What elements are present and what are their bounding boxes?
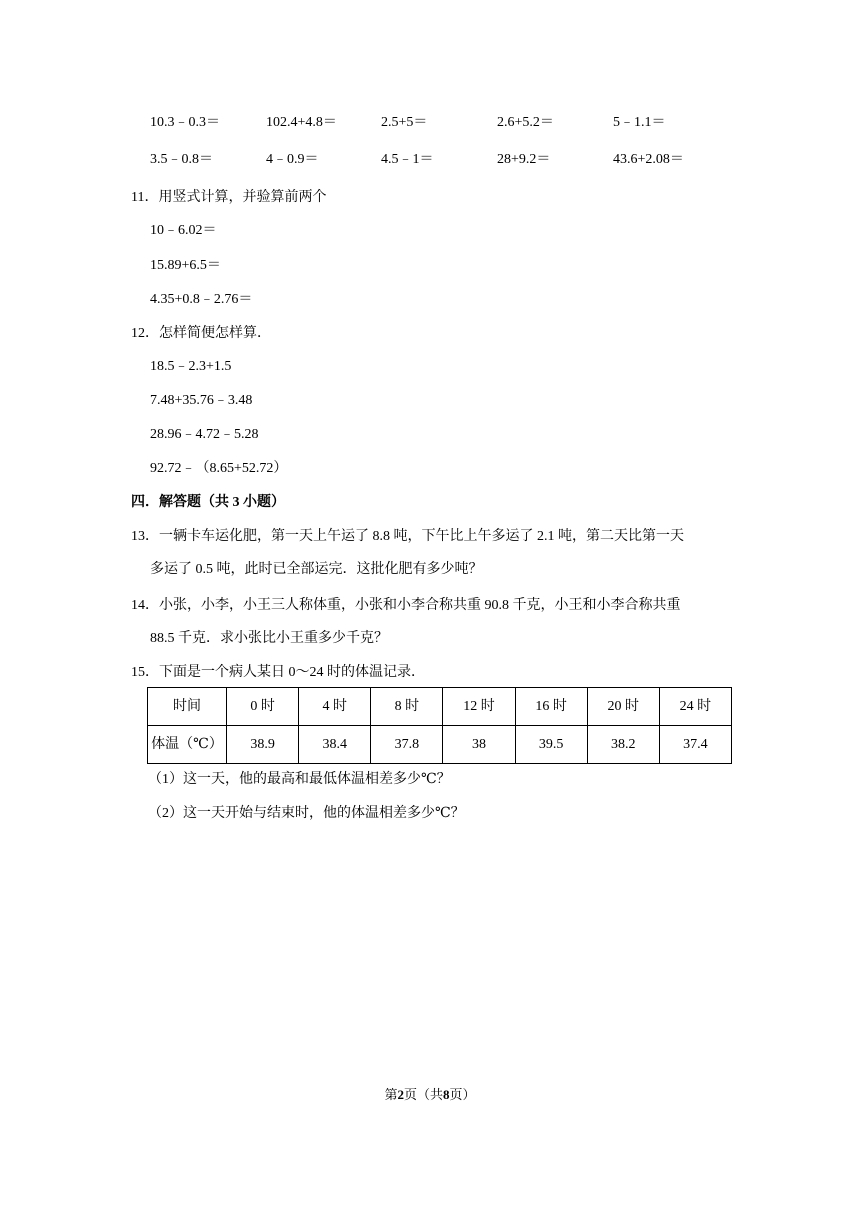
table-cell-temp: 37.4 (659, 726, 731, 764)
table-row (148, 726, 732, 764)
table-cell-time: 4 时 (299, 688, 371, 726)
footer-mid: 页（共 (403, 1087, 443, 1102)
question-11-title: 11．用竖式计算，并验算前两个 (131, 190, 327, 205)
question-12-title: 12．怎样简便怎样算． (131, 326, 271, 341)
table-row (148, 688, 732, 726)
page-footer (0, 1085, 860, 1105)
table-header-label: 时间 (148, 688, 227, 726)
question-13-line-2: 多运了 0.5 吨，此时已全部运完．这批化肥有多少吨？ (150, 562, 483, 577)
table-cell-time: 8 时 (371, 688, 443, 726)
table-cell-time: 0 时 (227, 688, 299, 726)
q12-item: 7.48+35.76﹣3.48 (150, 393, 253, 408)
question-15-sub-2: （2）这一天开始与结束时，他的体温相差多少℃？ (148, 806, 465, 821)
temperature-table (147, 687, 732, 764)
table-cell-temp: 38 (443, 726, 515, 764)
table-row-label: 体温（℃） (148, 726, 227, 764)
calc-item: 2.5+5＝ (381, 115, 428, 130)
footer-prefix: 第 (384, 1087, 398, 1102)
q12-item: 28.96﹣4.72﹣5.28 (150, 427, 259, 442)
table-cell-temp: 38.2 (587, 726, 659, 764)
table-cell-time: 24 时 (659, 688, 731, 726)
calc-item: 10.3﹣0.3＝ (150, 115, 220, 130)
calc-item: 2.6+5.2＝ (497, 115, 554, 130)
calc-item: 4﹣0.9＝ (266, 152, 319, 167)
q12-item: 18.5﹣2.3+1.5 (150, 359, 232, 374)
footer-suffix: 页） (449, 1087, 476, 1102)
question-14-line-1: 14．小张，小李，小王三人称体重，小张和小李合称共重 90.8 千克，小王和小李合称共重 (131, 598, 681, 613)
calc-item: 43.6+2.08＝ (613, 152, 684, 167)
footer-total-pages: 8 (443, 1087, 450, 1102)
question-14-line-2: 88.5 千克．求小张比小王重多少千克？ (150, 631, 388, 646)
table-cell-temp: 38.9 (227, 726, 299, 764)
table-cell-time: 12 时 (443, 688, 515, 726)
calc-item: 3.5﹣0.8＝ (150, 152, 213, 167)
calc-item: 5﹣1.1＝ (613, 115, 666, 130)
calc-item: 102.4+4.8＝ (266, 115, 337, 130)
calc-item: 28+9.2＝ (497, 152, 551, 167)
question-13-line-1: 13．一辆卡车运化肥，第一天上午运了 8.8 吨，下午比上午多运了 2.1 吨，第二天比第一天 (131, 529, 684, 544)
question-15-title: 15．下面是一个病人某日 0～24 时的体温记录． (131, 665, 425, 680)
q11-item: 15.89+6.5＝ (150, 258, 221, 273)
table-cell-time: 16 时 (515, 688, 587, 726)
footer-page-number: 2 (397, 1087, 404, 1102)
table-cell-temp: 37.8 (371, 726, 443, 764)
q11-item: 4.35+0.8﹣2.76＝ (150, 292, 253, 307)
table-cell-time: 20 时 (587, 688, 659, 726)
q11-item: 10﹣6.02＝ (150, 223, 217, 238)
q12-item: 92.72﹣（8.65+52.72） (150, 461, 288, 476)
table-cell-temp: 39.5 (515, 726, 587, 764)
question-15-sub-1: （1）这一天，他的最高和最低体温相差多少℃？ (148, 772, 451, 787)
table-cell-temp: 38.4 (299, 726, 371, 764)
section-4-heading: 四．解答题（共 3 小题） (131, 495, 285, 510)
calc-item: 4.5﹣1＝ (381, 152, 434, 167)
